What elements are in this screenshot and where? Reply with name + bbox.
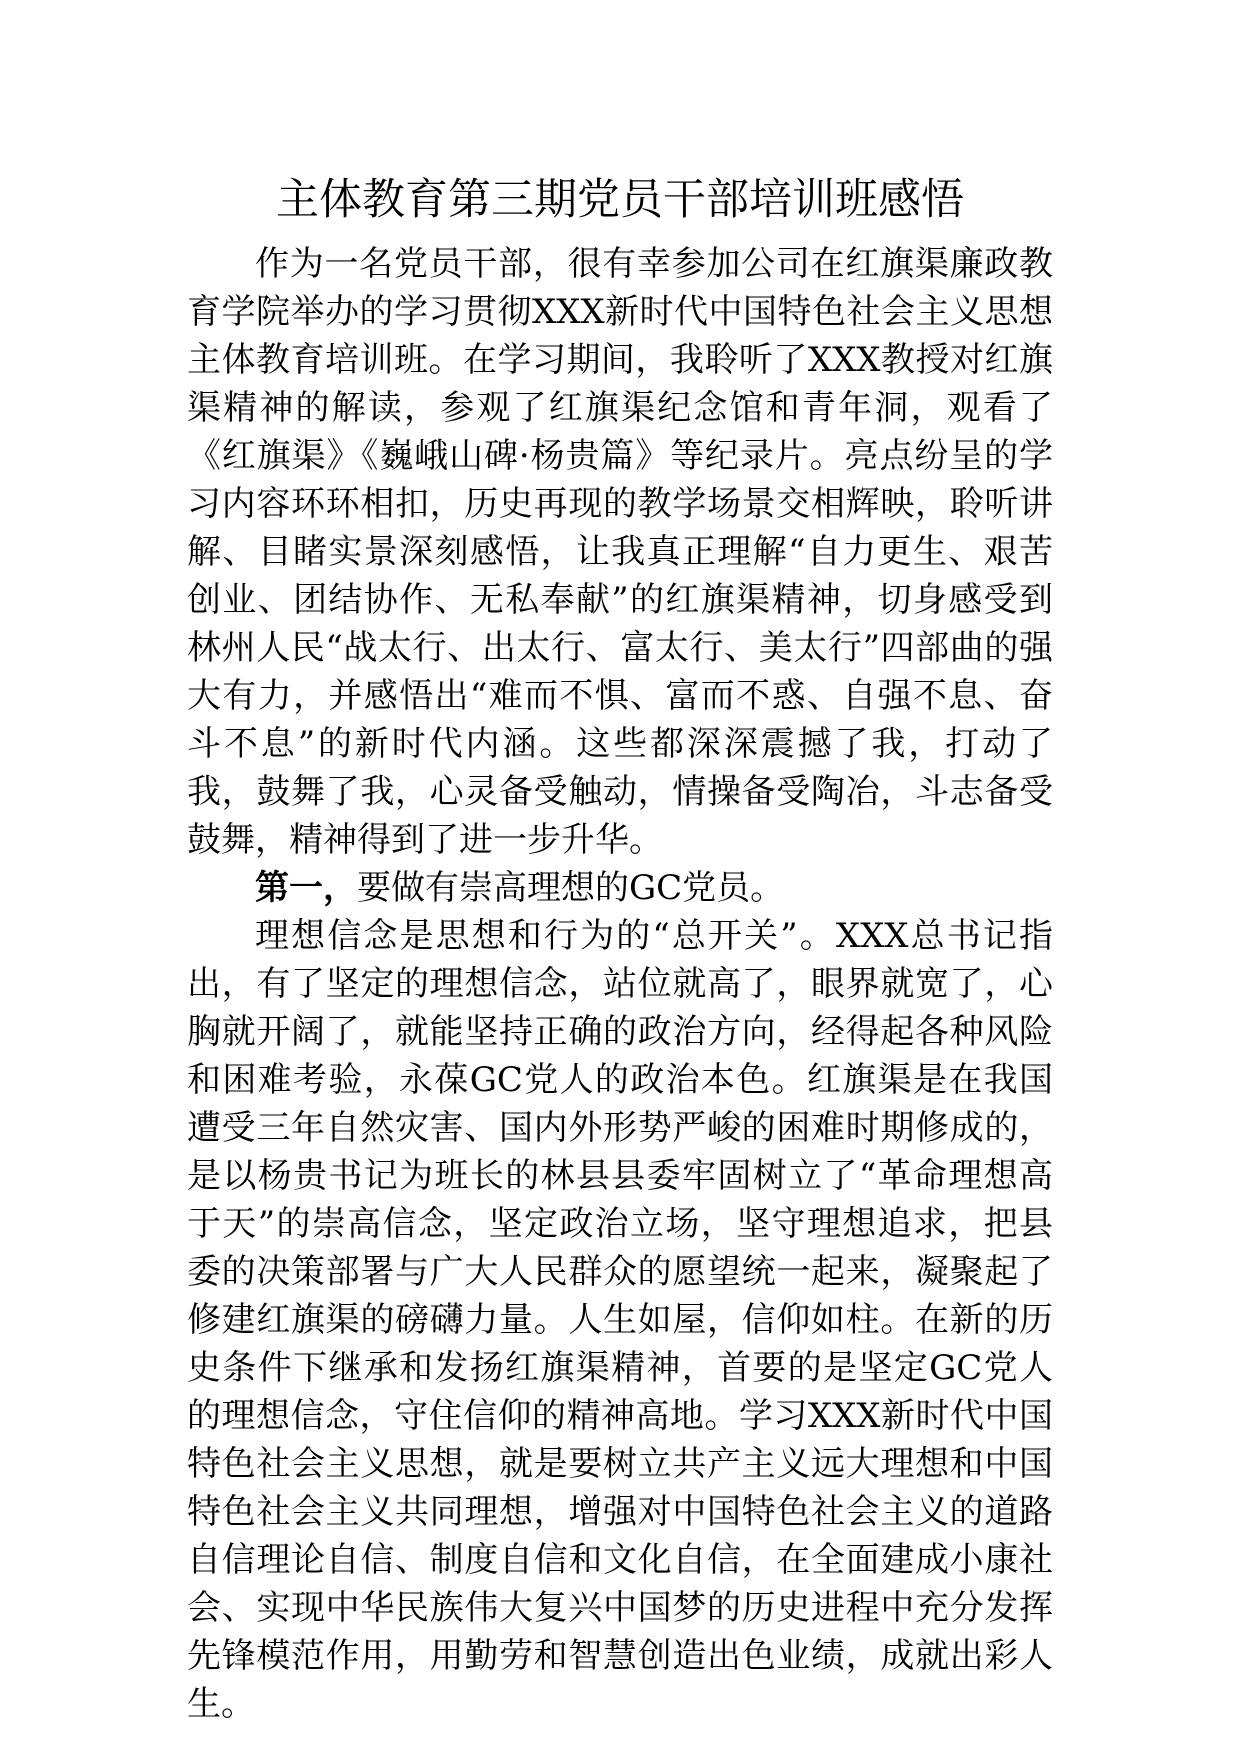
intro-paragraph: 作为一名党员干部，很有幸参加公司在红旗渠廉政教育学院举办的学习贯彻XXX新时代中国特色社会主义思想主体教育培训班。在学习期间，我聆听了XXX教授对红旗渠精神的解读，参观了红旗渠纪念馆和青年洞，观看了《红旗渠》《巍峨山碑·杨贵篇》等纪录片。亮点纷呈的学习内容环环相扣，历史再现的教学场景交相辉映，聆听讲解、目睹实景深刻感悟，让我真正理解“自力更生、艰苦创业、团结协作、无私奉献”的红旗渠精神，切身感受到林州人民“战太行、出太行、富太行、美太行”四部曲的强大有力，并感悟出“难而不惧、富而不惑、自强不息、奋斗不息”的新时代内涵。这些都深深震撼了我，打动了我，鼓舞了我，心灵备受触动，情操备受陶冶，斗志备受鼓舞，精神得到了进一步升华。 [187,244,1053,860]
section-paragraph: 理想信念是思想和行为的“总开关”。XXX总书记指出，有了坚定的理想信念，站位就高了，眼界就宽了，心胸就开阔了，就能坚持正确的政治方向，经得起各种风险和困难考验，永葆GC党人的政治本色。红旗渠是在我国遭受三年自然灾害、国内外形势严峻的困难时期修成的，是以杨贵书记为班长的林县县委牢固树立了“革命理想高于天”的崇高信念，坚定政治立场，坚守理想追求，把县委的决策部署与广大人民群众的愿望统一起来，凝聚起了修建红旗渠的磅礴力量。人生如屋，信仰如柱。在新的历史条件下继承和发扬红旗渠精神，首要的是坚定GC党人的理想信念，守住信仰的精神高地。学习XXX新时代中国特色社会主义思想，就是要树立共产主义远大理想和中国特色社会主义共同理想，增强对中国特色社会主义的道路自信理论自信、制度自信和文化自信，在全面建成小康社会、实现中华民族伟大复兴中国梦的历史进程中充分发挥先锋模范作用，用勤劳和智慧创造出色业绩，成就出彩人生。 [187,916,1053,1724]
section-heading-text: 要做有崇高理想的GC党员。 [357,868,785,908]
document-body [187,240,1053,1728]
document-title: 主体教育第三期党员干部培训班感悟 [276,175,964,225]
section-heading-lead: 第一， [255,868,357,908]
section-heading [187,864,1053,912]
